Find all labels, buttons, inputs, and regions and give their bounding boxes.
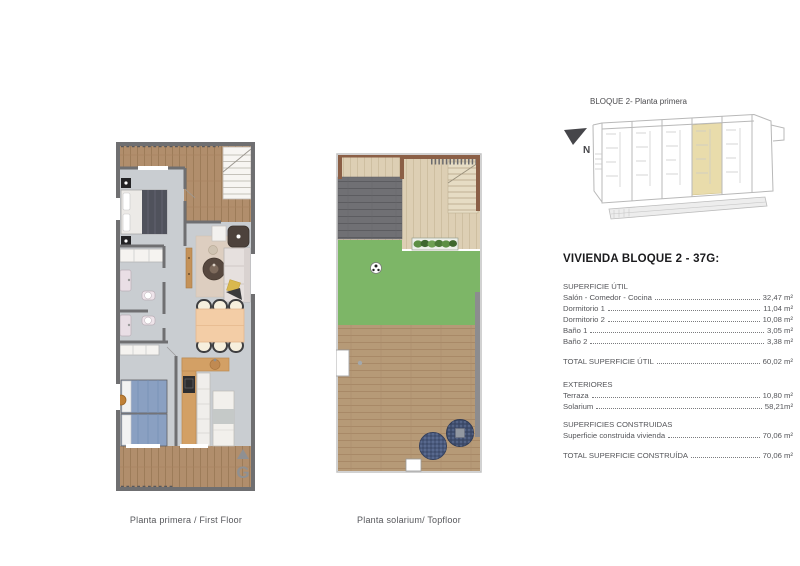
area-row: Superficie construida vivienda 70,06 m² xyxy=(563,431,793,440)
pouf-tray xyxy=(456,429,465,438)
area-row: Salón - Comedor - Cocina 32,47 m² xyxy=(563,293,793,302)
area-row: Dormitorio 2 10,08 m² xyxy=(563,315,793,324)
fridge-column xyxy=(213,391,234,446)
planter xyxy=(412,238,458,250)
solarium-plan xyxy=(336,153,482,473)
wardrobe xyxy=(120,249,163,262)
coffee-table xyxy=(203,258,225,280)
unit-details-panel xyxy=(563,253,793,461)
toilet xyxy=(142,291,155,300)
dotted-leader xyxy=(590,336,764,344)
double-bed xyxy=(121,190,167,234)
dotted-leader xyxy=(596,401,761,409)
pergola xyxy=(338,177,402,239)
kitchen-cabinets xyxy=(197,373,210,446)
total-built-row: TOTAL SUPERFICIE CONSTRUÍDA 70,06 m² xyxy=(563,451,793,460)
oven xyxy=(183,376,195,393)
lower-deck xyxy=(338,325,480,471)
site-plan-title: BLOQUE 2- Planta primera xyxy=(590,97,687,106)
staircase xyxy=(223,147,251,199)
site-plan xyxy=(562,92,798,244)
area-row: Terraza 10,80 m² xyxy=(563,391,793,400)
dotted-leader xyxy=(608,303,760,311)
dotted-leader xyxy=(655,292,760,300)
section-header-construidas: SUPERFICIES CONSTRUIDAS xyxy=(563,420,673,429)
side-table xyxy=(212,226,226,241)
door-handle xyxy=(358,361,362,365)
wardrobe xyxy=(120,345,159,355)
soccer-ball-icon xyxy=(371,263,382,274)
total-util-row: TOTAL SUPERFICIE ÚTIL 60,02 m² xyxy=(563,357,793,366)
first-floor-plan xyxy=(116,142,255,491)
dining-area xyxy=(196,300,244,352)
dotted-leader xyxy=(657,356,760,364)
bottom-terrace xyxy=(118,446,253,489)
area-row: Baño 1 3,05 m² xyxy=(563,326,793,335)
floor-hatch xyxy=(406,459,421,471)
single-bed xyxy=(121,380,167,413)
north-arrow-icon xyxy=(564,128,587,145)
dotted-leader xyxy=(691,450,760,458)
north-label: N xyxy=(583,145,591,156)
solarium-caption: Planta solarium/ Topfloor xyxy=(357,515,461,525)
sofa xyxy=(224,248,250,302)
dotted-leader xyxy=(590,325,764,333)
toilet xyxy=(142,316,155,325)
tv-sideboard xyxy=(186,248,192,288)
single-bed xyxy=(121,414,167,446)
artificial-grass xyxy=(338,240,480,325)
side-wall xyxy=(475,292,480,437)
dotted-leader xyxy=(608,314,760,322)
round-pouf xyxy=(447,420,474,447)
walkway xyxy=(609,197,767,219)
first-floor-caption: Planta primera / First Floor xyxy=(129,515,243,525)
area-row: Dormitorio 1 11,04 m² xyxy=(563,304,793,313)
area-row: Baño 2 3,38 m² xyxy=(563,337,793,346)
entrance-label: G xyxy=(236,463,250,482)
bedroom-2 xyxy=(116,380,167,446)
area-row: Solarium 58,21m² xyxy=(563,402,793,411)
armchair xyxy=(228,226,249,247)
section-header-util: SUPERFICIE ÚTIL xyxy=(563,282,628,291)
access-door xyxy=(336,350,349,376)
dotted-leader xyxy=(592,390,760,398)
pouf xyxy=(209,246,218,255)
building-outline xyxy=(593,115,784,204)
kitchen-counter xyxy=(182,358,196,447)
round-pouf xyxy=(420,433,447,460)
dotted-leader xyxy=(668,430,760,438)
unit-title: VIVIENDA BLOQUE 2 - 37G: xyxy=(563,253,720,265)
solarium-stairs xyxy=(448,162,478,213)
kitchen-counter xyxy=(182,358,229,371)
section-header-exteriores: EXTERIORES xyxy=(563,380,613,389)
